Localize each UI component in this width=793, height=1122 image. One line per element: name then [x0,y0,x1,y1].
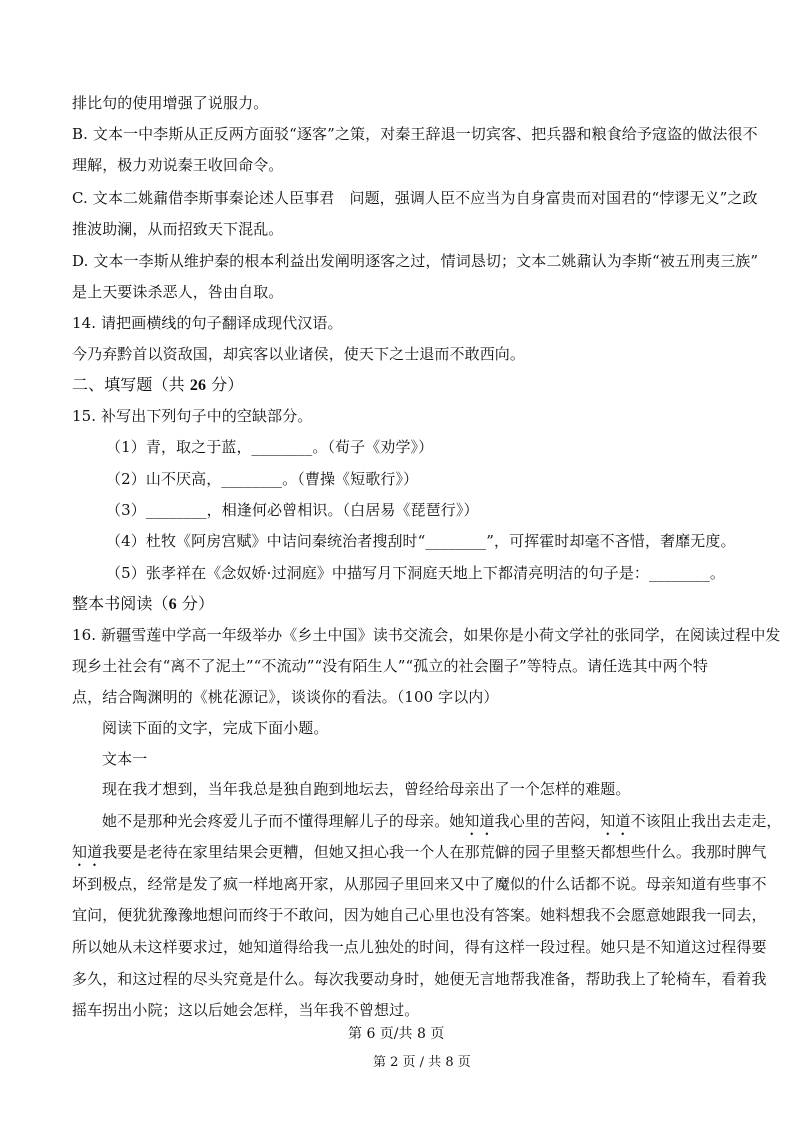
passage-paragraph-1: 现在我才想到，当年我总是独自跑到地坛去，曾经给母亲出了一个怎样的难题。 [102,780,631,798]
passage-line: 坏到极点，经常是发了疯一样地离开家，从那园子里回来又中了魔似的什么话都不说。母亲知道有些事不 [72,875,767,893]
question-16-cont: 现乡土社会有“离不了泥土”“不流动”“没有陌生人”“孤立的社会圈子”等特点。请任选其中两个特 [72,657,708,675]
inner-page-number: 第 6 页/共 8 页 [348,1026,445,1042]
option-c: C. 文本二姚鼐借李斯事秦论述人臣事君 问题，强调人臣不应当为自身富贵而对国君的“悖谬无义”之政 [72,189,758,207]
question-15: 15. 补写出下列句子中的空缺部分。 [72,407,313,425]
heading-text: 二、填写题（共 [72,375,190,394]
question-15-item-3: （3）________，相逢何必曾相识。（白居易《琵琶行》） [106,501,479,519]
text-one-label: 文本一 [102,750,148,768]
passage-paragraph-2 [102,811,782,839]
question-14: 14. 请把画横线的句子翻译成现代汉语。 [72,314,343,332]
question-15-item-2: （2）山不厌高，________。（曹操《短歌行》） [106,470,419,488]
question-16: 16. 新疆雪莲中学高一年级举办《乡土中国》读书交流会，如果你是小荷文学社的张同学，在阅读过程中发 [72,626,781,644]
passage-line: 摇车拐出小院；这以后她会怎样，当年我不曾想过。 [72,1001,420,1019]
option-a-end: 排比句的使用增强了说服力。 [72,94,269,112]
option-b-cont: 理解，极力劝说秦王收回命令。 [72,156,284,174]
option-c-cont: 推波助澜，从而招致天下混乱。 [72,220,284,238]
question-15-item-4: （4）杜牧《阿房宫赋》中诘问秦统治者搜刮时“________”，可挥霍时却毫不吝惜，奢靡无度。 [106,532,736,550]
emphasized-word: 知道 [600,812,631,830]
reading-instruction: 阅读下面的文字，完成下面小题。 [102,719,329,737]
option-d: D. 文本一李斯从维护秦的根本利益出发阐明逐客之过，情词恳切；文本二姚鼐认为李斯“被五刑夷三族” [72,252,759,270]
question-14-sentence: 今乃弃黔首以资敌国，却宾客以业诸侯，使天下之士退而不敢西向。 [72,345,526,363]
emphasized-word: 知道 [72,843,103,861]
option-b: B. 文本一中李斯从正反两方面驳“逐客”之策，对秦王辞退一切宾客、把兵器和粮食给予寇盗的做法很不 [72,125,758,143]
passage-line: 多久，和这过程的尽头究竟是什么。每次我要动身时，她便无言地帮我准备，帮助我上了轮椅车，看着我 [72,970,767,988]
heading-text: 整本书阅读（ [72,594,169,613]
passage-text: 不该阻止我出去走走， [630,812,782,830]
section-heading-fill [72,375,243,396]
option-d-cont: 是上天要诛杀恶人，咎由自取。 [72,283,284,301]
heading-text-end: 分） [206,375,244,394]
passage-text: 她不是那种光会疼爱儿子而不懂得理解儿子的母亲。她 [102,812,465,830]
heading-score: 6 [168,596,177,613]
passage-line: 所以她从未这样要求过，她知道得给我一点儿独处的时间，得有这样一段过程。她只是不知道这过程得要 [72,938,767,956]
question-15-item-5: （5）张孝祥在《念奴娇·过洞庭》中描写月下洞庭天地上下都清亮明洁的句子是：________。 [106,564,725,582]
passage-text: 我要是老待在家里结果会更糟，但她又担心我一个人在那荒僻的园子里整天都想些什么。我那时脾气 [102,843,767,861]
emphasized-word: 知道 [464,812,495,830]
passage-line: 宜问，便犹犹豫豫地想问而终于不敢问，因为她自己心里也没有答案。她料想我不会愿意她跟我一同去， [72,906,767,924]
section-heading-book [72,594,214,615]
passage-line [72,842,767,870]
heading-score: 26 [189,377,207,394]
heading-text-end: 分） [176,594,215,613]
question-16-cont: 点，结合陶渊明的《桃花源记》，谈谈你的看法。（100 字以内） [72,688,499,706]
passage-text: 我心里的苦闷， [494,812,601,830]
outer-page-number: 第 2 页 / 共 8 页 [373,1055,471,1070]
question-15-item-1: （1）青，取之于蓝，________。（荀子《劝学》） [106,438,434,456]
